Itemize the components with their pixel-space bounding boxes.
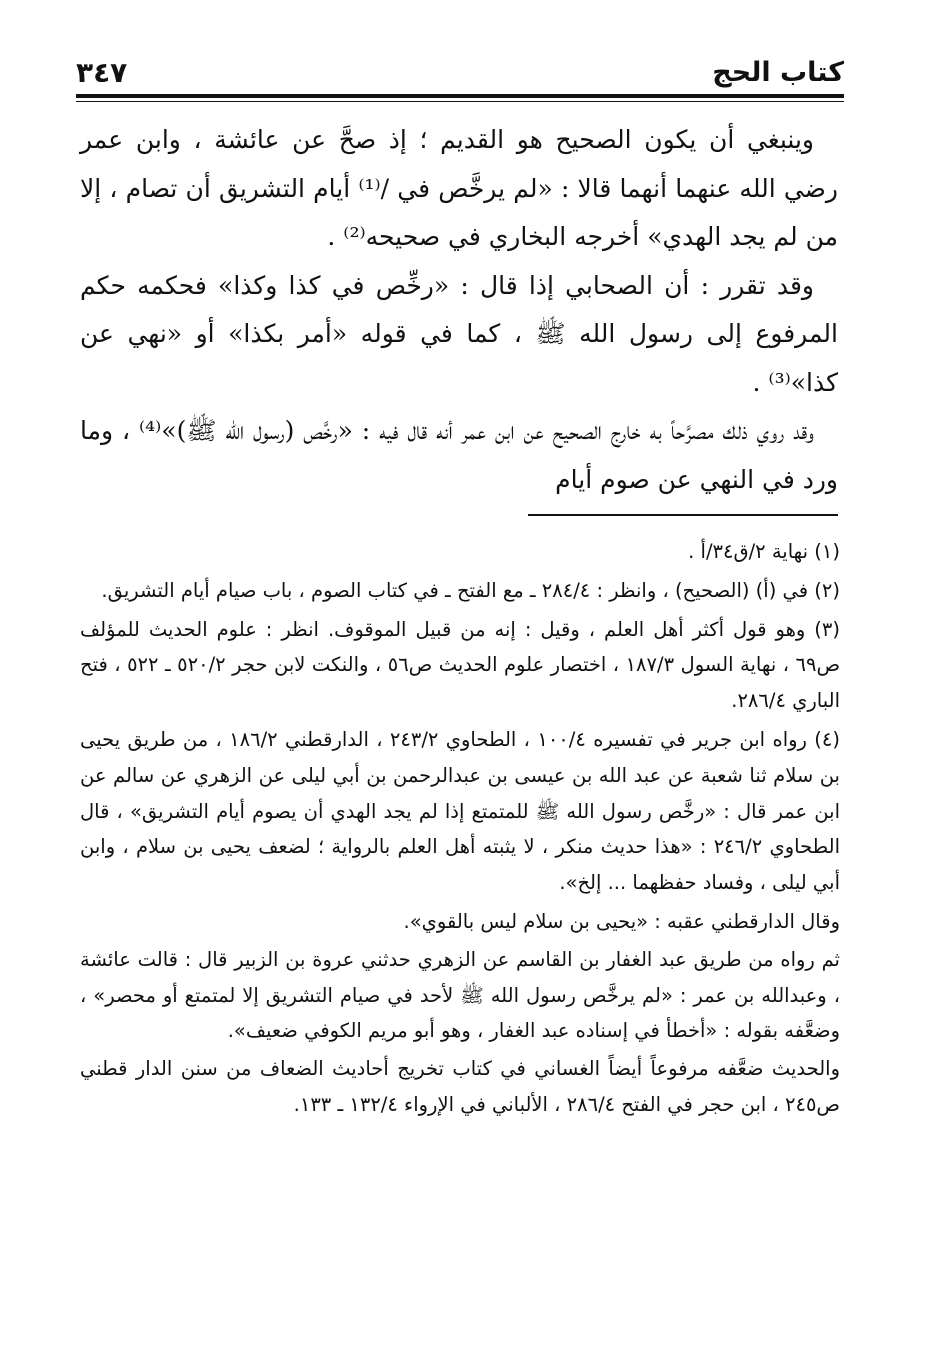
footnote-continuation: والحديث ضعَّفه مرفوعاً أيضاً الغساني في كتاب تخريج أحاديث الضعاف من سنن الدار قطني ص٢٤٥ ، ابن حجر في الفتح ٢٨٦/٤ ، الألباني في الإرواء ١٣٢/٤ ـ ١٣٣. <box>80 1057 840 1116</box>
footnote: (٢) في (أ) (الصحيح) ، وانظر : ٢٨٤/٤ ـ مع الفتح ـ في كتاب الصوم ، باب صيام أيام التشريق. <box>101 578 840 602</box>
page-number: ٣٤٧ <box>76 56 128 89</box>
footnote: (٣) وهو قول أكثر أهل العلم ، وقيل : إنه من قبيل الموقوف. انظر : علوم الحديث للمؤلف ص٦٩ ، نهاية السول ١٨٧/٣ ، اختصار علوم الحديث ص٥٦ ، والنكت لابن حجر ٥٢٠/٢ ـ ٥٢٢ ، فتح الباري ٢٨٦/٤. <box>80 617 841 713</box>
footnote-continuation: ثم رواه من طريق عبد الغفار بن القاسم عن الزهري حدثني عروة بن الزبير قال : قالت عائشة ، وعبدالله بن عمر : «لم يرخَّص رسول الله ﷺ لأحد في صيام التشريق إلا لمتمتع أو محصر» ، وضعَّفه بقوله : «أخطأ في إسناده عبد الغفار ، وهو أبو مريم الكوفي ضعيف». <box>80 947 840 1043</box>
paragraph: وقد تقرر : أن الصحابي إذا قال : «رخِّص في كذا وكذا» فحكمه حكم المرفوع إلى رسول الله ﷺ ، كما في قوله «أمر بكذا» أو «نهي عن كذا»⁽³⁾ . <box>80 270 838 397</box>
page-header <box>76 54 844 94</box>
paragraph: وينبغي أن يكون الصحيح هو القديم ؛ إذ صحَّ عن عائشة ، وابن عمر رضي الله عنهما أنهما قالا : «لم يرخَّص في /⁽¹⁾ أيام التشريق أن تصام ، إلا من لم يجد الهدي» أخرجه البخاري في صحيحه⁽²⁾ . <box>80 125 838 251</box>
paragraph: وقد روي ذلك مصرَّحاً به خارج الصحيح عن ابن عمر أنه قال فيه : «رخَّص (رسول الله ﷺ)»⁽⁴⁾ ، وما ورد في النهي عن صوم أيام <box>80 416 838 494</box>
footnote: (١) نهاية ٢/ق٣٤/أ . <box>688 540 840 563</box>
footnote: (٤) رواه ابن جرير في تفسيره ١٠٠/٤ ، الطحاوي ٢٤٣/٢ ، الدارقطني ١٨٦/٢ ، من طريق يحيى بن سلام ثنا شعبة عن عبد الله بن عيسى بن عبدالرحمن بن أبي ليلى عن الزهري عن سالم عن ابن عمر قال : «رخَّص رسول الله ﷺ للمتمتع إذا لم يجد الهدي أن يصوم أيام التشريق» ، قال الطحاوي ٢٤٦/٢ : «هذا حديث منكر ، لا يثبته أهل العلم بالرواية ؛ لضعف يحيى بن سلام ، وابن أبي ليلى ، وفساد حفظهما ... إلخ». <box>80 727 841 895</box>
header-rule-thick <box>76 94 844 98</box>
footnote-continuation: وقال الدارقطني عقبه : «يحيى بن سلام ليس بالقوي». <box>403 909 840 933</box>
main-text <box>80 116 838 504</box>
footnote-separator <box>528 514 838 516</box>
footnotes <box>80 534 840 1125</box>
header-rule-thin <box>76 101 844 102</box>
running-title: كتاب الحج <box>712 57 844 88</box>
